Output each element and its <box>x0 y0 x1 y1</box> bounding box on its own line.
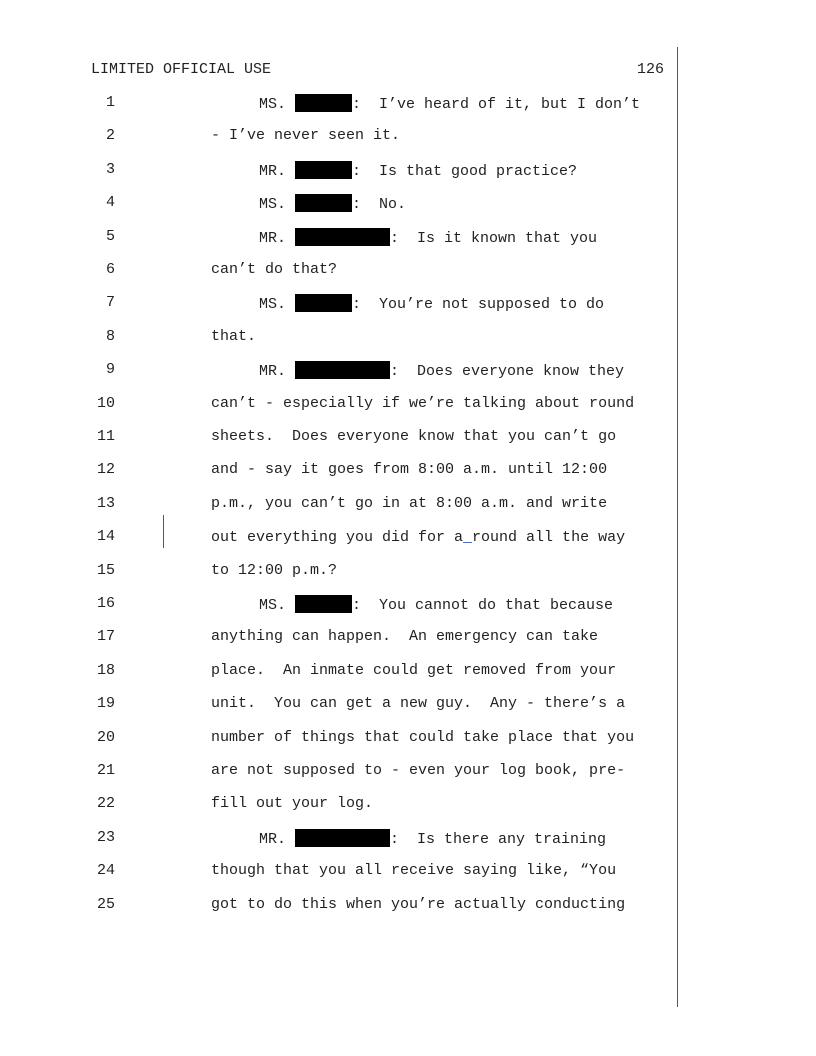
transcript-line <box>0 896 816 916</box>
speaker-title: MS. <box>259 296 296 313</box>
speech-text: : Is it known that you <box>390 230 598 247</box>
redaction-block <box>295 361 390 379</box>
redaction-block <box>295 194 352 212</box>
line-number: 24 <box>96 862 115 879</box>
speaker-title: MR. <box>259 163 296 180</box>
speech-text: out everything you did for a <box>211 529 464 546</box>
line-text <box>259 194 406 213</box>
classification-header: LIMITED OFFICIAL USE <box>91 61 272 78</box>
line-number: 18 <box>96 662 115 679</box>
line-number: 23 <box>96 829 115 846</box>
edit-insertion-mark <box>463 528 472 543</box>
transcript-line <box>0 94 816 114</box>
line-text <box>259 829 606 848</box>
line-text: fill out your log. <box>211 795 374 812</box>
line-number: 4 <box>105 194 115 211</box>
speaker-title: MR. <box>259 230 296 247</box>
transcript-line <box>0 428 816 448</box>
speaker-title: MS. <box>259 597 296 614</box>
redaction-block <box>295 595 352 613</box>
speech-text: : You’re not supposed to do <box>352 296 605 313</box>
line-text <box>211 528 625 546</box>
line-number: 3 <box>105 161 115 178</box>
transcript-line <box>0 729 816 749</box>
transcript-line <box>0 562 816 582</box>
line-number: 17 <box>96 628 115 645</box>
transcript-line <box>0 528 816 548</box>
transcript-line <box>0 261 816 281</box>
line-text: that. <box>211 328 257 345</box>
line-number: 2 <box>105 127 115 144</box>
line-text <box>259 94 640 113</box>
transcript-line <box>0 228 816 248</box>
transcript-line <box>0 595 816 615</box>
speaker-title: MS. <box>259 96 296 113</box>
line-number: 14 <box>96 528 115 545</box>
transcript-line <box>0 662 816 682</box>
line-text: anything can happen. An emergency can take <box>211 628 599 645</box>
transcript-line <box>0 628 816 648</box>
speaker-title: MR. <box>259 831 296 848</box>
redaction-block <box>295 161 352 179</box>
line-number: 19 <box>96 695 115 712</box>
line-number: 16 <box>96 595 115 612</box>
transcript-line <box>0 395 816 415</box>
line-number: 8 <box>105 328 115 345</box>
line-text <box>259 228 597 247</box>
transcript-line <box>0 795 816 815</box>
line-text <box>259 294 604 313</box>
transcript-line <box>0 328 816 348</box>
line-number: 9 <box>105 361 115 378</box>
line-number: 1 <box>105 94 115 111</box>
transcript-line <box>0 762 816 782</box>
line-number: 5 <box>105 228 115 245</box>
speaker-title: MR. <box>259 363 296 380</box>
line-text: place. An inmate could get removed from your <box>211 662 617 679</box>
transcript-line <box>0 461 816 481</box>
line-text <box>259 361 624 380</box>
redaction-block <box>295 829 390 847</box>
speaker-title: MS. <box>259 196 296 213</box>
line-number: 10 <box>96 395 115 412</box>
line-text: p.m., you can’t go in at 8:00 a.m. and write <box>211 495 608 512</box>
line-number: 21 <box>96 762 115 779</box>
line-text: though that you all receive saying like, “You <box>211 862 617 879</box>
line-number: 11 <box>96 428 115 445</box>
line-number: 20 <box>96 729 115 746</box>
line-text: can’t - especially if we’re talking about round <box>211 395 635 412</box>
line-text: unit. You can get a new guy. Any - there’s a <box>211 695 626 712</box>
transcript-line <box>0 862 816 882</box>
line-text: - I’ve never seen it. <box>211 127 401 144</box>
line-number: 15 <box>96 562 115 579</box>
line-text: got to do this when you’re actually conducting <box>211 896 626 913</box>
line-number: 12 <box>96 461 115 478</box>
speech-text: : Is that good practice? <box>352 163 578 180</box>
transcript-line <box>0 194 816 214</box>
transcript-line <box>0 829 816 849</box>
line-text: are not supposed to - even your log book, pre- <box>211 762 626 779</box>
transcript-line <box>0 361 816 381</box>
transcript-line <box>0 695 816 715</box>
transcript-line <box>0 495 816 515</box>
line-text <box>259 161 577 180</box>
line-text: number of things that could take place that you <box>211 729 635 746</box>
redaction-block <box>295 294 352 312</box>
transcript-line <box>0 161 816 181</box>
redaction-block <box>295 228 390 246</box>
line-text: sheets. Does everyone know that you can’t go <box>211 428 617 445</box>
line-text: and - say it goes from 8:00 a.m. until 12:00 <box>211 461 608 478</box>
line-text: can’t do that? <box>211 261 338 278</box>
speech-text: : No. <box>352 196 407 213</box>
line-number: 7 <box>105 294 115 311</box>
redaction-block <box>295 94 352 112</box>
page-number: 126 <box>637 61 665 78</box>
line-text: to 12:00 p.m.? <box>211 562 338 579</box>
speech-text: : Does everyone know they <box>390 363 625 380</box>
transcript-line <box>0 127 816 147</box>
line-text <box>259 595 613 614</box>
speech-text: : You cannot do that because <box>352 597 614 614</box>
speech-text: : Is there any training <box>390 831 607 848</box>
speech-text: : I’ve heard of it, but I don’t <box>352 96 641 113</box>
transcript-line <box>0 294 816 314</box>
line-number: 6 <box>105 261 115 278</box>
line-number: 22 <box>96 795 115 812</box>
line-number: 13 <box>96 495 115 512</box>
line-number: 25 <box>96 896 115 913</box>
speech-text: round all the way <box>472 529 626 546</box>
